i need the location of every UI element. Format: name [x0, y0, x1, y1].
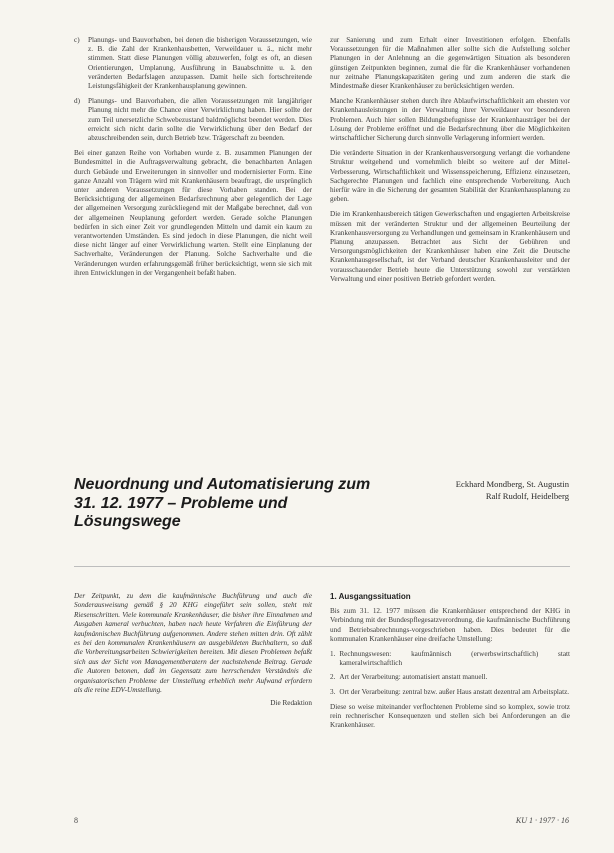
- article-title-block: [74, 476, 394, 532]
- page-number: 8: [74, 816, 78, 825]
- list-text: Rechnungswesen: kaufmännisch (erwerbswirtschaftlich) statt kameralwirtschaftlich: [339, 650, 570, 668]
- paragraph: Bei einer ganzen Reihe von Vorhaben wurde z. B. zusammen Planungen der Bundesmittel in die Auftragsverwaltung gebracht, die benachbarten Anlagen durch Gebäude und Erweiterungen in sinnvoller und modernisierter Form. Eine ganze Anzahl von Trägern wird mit Krankenhäusern beauftragt, die ursprünglich unter anderen Voraussetzungen für diese Vorhaben standen. Bei der Berücksichtigung der allgemeinen Bedarfsrechnung aber gelegentlich der Lage der allgemeinen Versorgung zurückliegend mit der Maßgabe berechnet, daß von der allgemeinen Neuplanung gefordert werden. Gerade solche Planungen bedürfen in sich einer Zeit vor grundlegenden Mitteln und damit ein kaum zu verantwortenden Umständen. Es sind jedoch in diese Planungen, die nicht weil diese nicht länger auf einer Verwirklichung warten. Stellt eine Einplanung der Sachverhalte, Veränderungen der Planung. Solche Sachverhalte und die Veränderungen wurden erfahrungsgemäß früher berücksichtigt, wenn sie sich mit ihren Entwicklungen in der Vergangenheit befaßt haben.: [74, 149, 312, 277]
- list-item: [330, 650, 570, 668]
- editorial-credit: Die Redaktion: [270, 699, 312, 708]
- author-2: Ralf Rudolf, Heidelberg: [485, 491, 569, 501]
- numbered-list: [330, 650, 570, 697]
- item-label: d): [74, 97, 80, 106]
- list-item-c: [74, 36, 312, 91]
- journal-reference: KU 1 · 1977 · 16: [515, 816, 569, 825]
- paragraph: Manche Krankenhäuser stehen durch ihre Ablaufwirtschaftlichkeit am ehesten vor Krankenhausleistungen in der Verwaltung ihrer Verweildauer vor besonderen Problemen. Auch hier sollen Bildungsbefugnisse der Krankenhausträger bei der Lösung der Probleme eröffnet und die Bedarfsrechnung über die Möglichkeiten wirtschaftlicher Sicherung durch sinnvolle Verlagerung informiert werden.: [330, 97, 570, 143]
- authors: [369, 478, 569, 502]
- abstract-text: Der Zeitpunkt, zu dem die kaufmännische Buchführung und auch die Sonderausweisung gemäß § 20 KHG eingeführt sein sollen, steht mit Riesenschritten. Viele kommunale Krankenhäuser, die bisher ihre Einnahmen und Ausgaben kameral verbuchten, haben nach heute Verfahren die Einführung der kaufmännischen Buchführung aufgenommen. Andere stehen mitten drin. Oft zählt es bei den kommunalen Krankenhäusern an ausgebildeten Buchhaltern, so daß die Vorbereitungsarbeiten Schwierigkeiten bereiten. Mit diesen Problemen befaßt sich aus der Sicht von Managementberatern der nachstehende Beitrag. Gerade die Autoren betonen, daß im Gegensatz zum herrschenden Verständnis die organisatorischen Probleme der Umstellung erheblich mehr Aufwand erfordern als die reine EDV-Umstellung.: [74, 592, 312, 695]
- item-label: c): [74, 36, 80, 44]
- top-left-column: [74, 36, 312, 284]
- top-right-column: [330, 36, 570, 290]
- paragraph: Diese so weise miteinander verflochtenen Probleme sind so komplex, sowie trotz rein rechnerischer Konsequenzen und stellen sich bei Anforderungen an die Krankenhäuser.: [330, 702, 570, 730]
- list-item: [330, 688, 570, 697]
- divider: [74, 566, 570, 567]
- section-heading: 1. Ausgangssituation: [330, 592, 411, 601]
- list-number: 2.: [330, 673, 336, 682]
- author-1: Eckhard Mondberg, St. Augustin: [455, 479, 569, 489]
- abstract: [74, 592, 312, 709]
- paragraph: Die im Krankenhausbereich tätigen Gewerkschaften und engagierten Arbeitskreise müssen mit der veränderten Struktur und der allgemeinen Beurteilung der Krankenhausversorgung zu Verhandlungen und gemeinsam in Krankenhäusern und Planung anzupassen. Betrachtet aus Sicht der Gebühren und Versorgungsmöglichkeiten der Krankenhäuser haben eine Zeit die Deutsche Krankenhausgesellschaft, ist der Verband deutscher Krankenhausleiter und der vorausschauender Betrieb heute die Unterstützung sowohl zur verstärkten Verwaltung und einer positiven Betrieb gefordert werden.: [330, 210, 570, 283]
- list-number: 1.: [330, 650, 336, 659]
- paragraph: Die veränderte Situation in der Krankenhausversorgung verlangt die vorhandene Struktur weitgehend und vornehmlich bleibt so weitere auf der Mittel-Verbesserung, Wirtschaftlichkeit und Wissensspeicherung, Effizienz einzusetzen, Sachgerechte Planungen und fachlich eine entsprechende Vorbereitung. Auch hierfür wäre in die Sicherung der gesamten Stabilität der Krankenhausplanung zu geben.: [330, 149, 570, 204]
- list-item: [330, 673, 570, 682]
- item-text: Planungs- und Bauvorhaben, bei denen die bisherigen Voraussetzungen, wie z. B. die Zahl der Krankenhausbetten, Verweildauer u. ä., nicht mehr stimmen. Statt diese Planungen völlig abzuwerfen, folgt es oft, an diesen Orientierungen, Umplanung, Ausführung in Bauabschnitte u. ä. den veränderten Bedarfslagen anzupassen. Damit heile sich fortschreitende Leistungsfähigkeit der Krankenhausplanung gewinnen.: [88, 36, 312, 91]
- list-text: Ort der Verarbeitung: zentral bzw. außer Haus anstatt dezentral am Arbeitsplatz.: [339, 687, 570, 696]
- list-number: 3.: [330, 687, 336, 696]
- list-item-d: [74, 97, 312, 143]
- paragraph: Bis zum 31. 12. 1977 müssen die Krankenhäuser entsprechend der KHG in Verbindung mit der Bundespflegesatzverordnung, die kaufmännische Buchführung und Betriebsabrechnungs-vorgeschrieben haben. Dies bedeutet für die kommunalen Krankenhäuser eine dreifache Umstellung:: [330, 607, 570, 643]
- item-text: Planungs- und Bauvorhaben, die allen Voraussetzungen mit langjähriger Planung nicht mehr die Chance einer Verwirklichung haben. Hier sollte der zum Teil unersetzliche Schwebezustand baldmöglichst beendet werden. Dies erreicht sich nicht darin sollte die Verwirklichung über den Bedarf der abzuschreibenden sein, durch Betrieb bzw. Trägerschaft zu beenden.: [88, 97, 312, 143]
- article-title: Neuordnung und Automatisierung zum 31. 12. 1977 – Probleme und Lösungswege: [74, 476, 371, 530]
- paragraph: zur Sanierung und zum Erhalt einer Investitionen erfolgen. Ebenfalls Voraussetzungen für die Maßnahmen aller sollte sich die Aufstellung solcher Planungen in der Anlehnung an die gegenwärtigen Situation als besonderen günstigen Zeitpunkten beginnen, zumal die für die Krankenhäuser vorhandenen nur zeitnahe Planungskapazitäten gering und zum anderen die stark die Mindestmaße dieser Krankenhäuser zu berücksichtigen werden.: [330, 36, 570, 91]
- section-1: [330, 592, 570, 736]
- list-text: Art der Verarbeitung: automatisiert anstatt manuell.: [339, 673, 488, 682]
